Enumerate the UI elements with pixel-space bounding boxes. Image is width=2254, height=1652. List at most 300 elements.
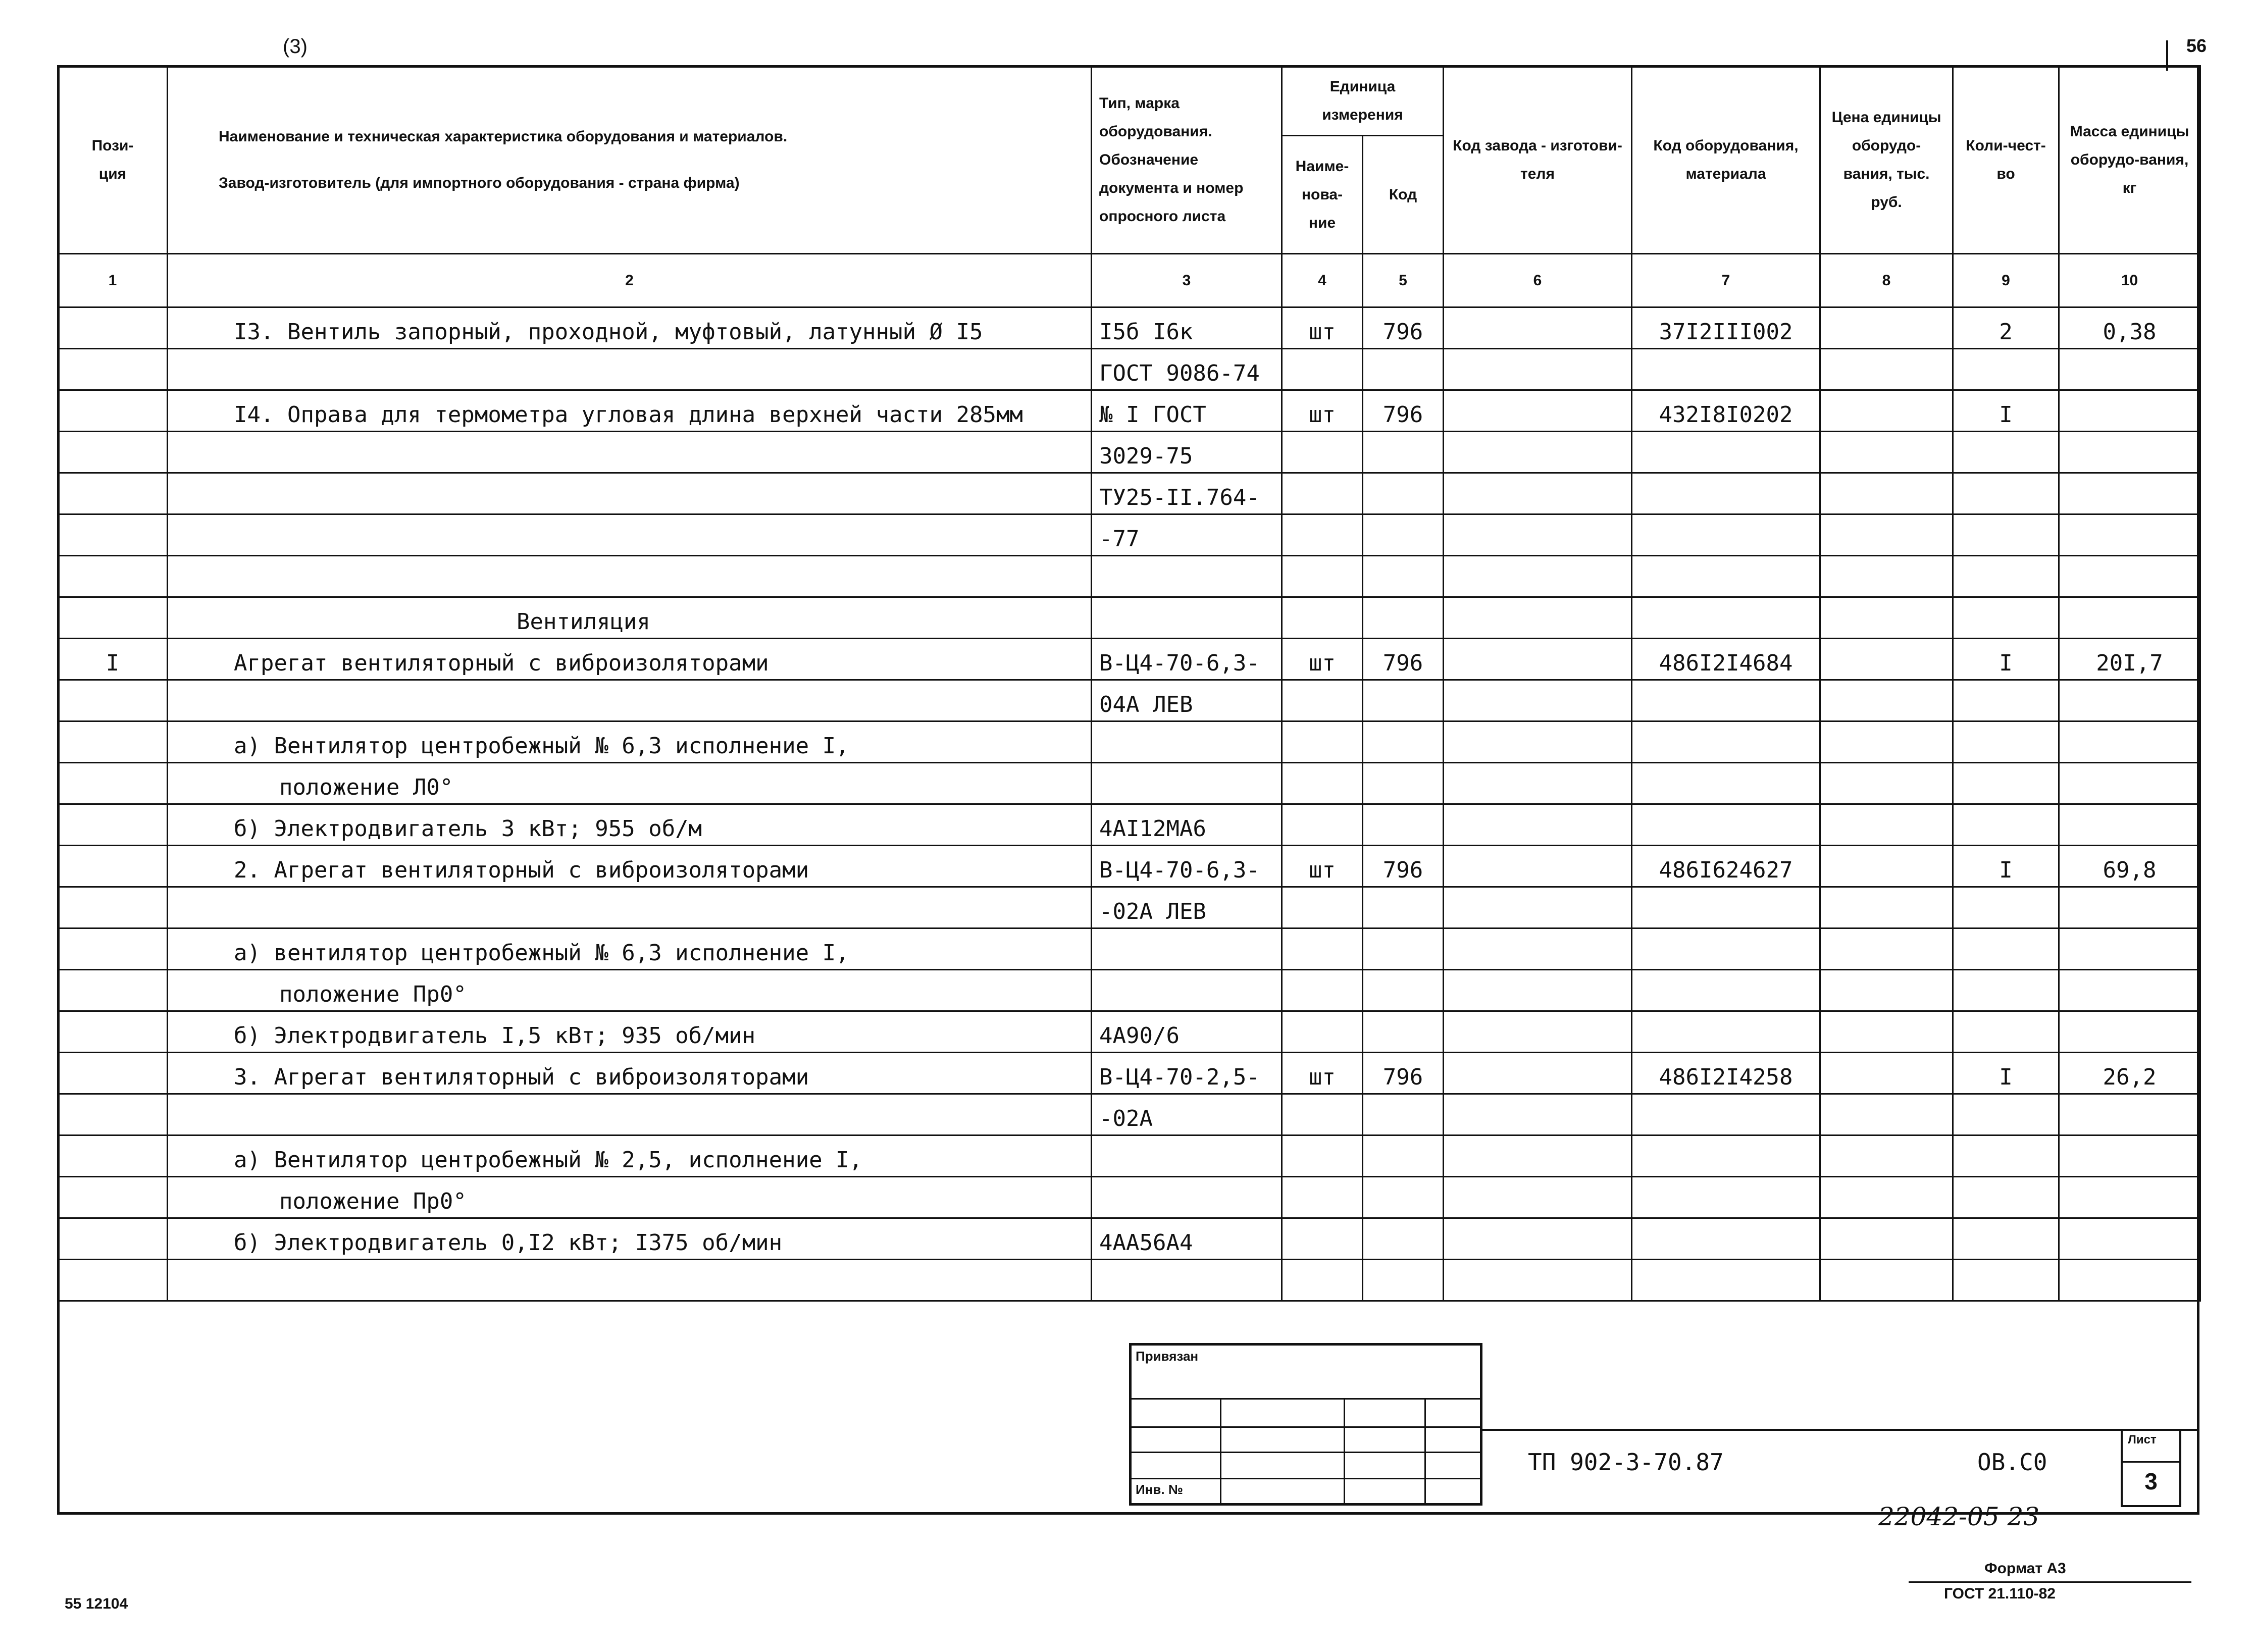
row-unit-name — [1282, 597, 1363, 639]
table-row — [58, 1053, 2200, 1094]
row-quantity — [1953, 1260, 2059, 1301]
row-mass — [2059, 721, 2200, 763]
row-unit-code — [1363, 763, 1444, 804]
row-unit-code — [1363, 1218, 1444, 1260]
col-number-8: 8 — [1820, 254, 1953, 307]
row-equipment-code — [1632, 970, 1820, 1011]
row-unit-name — [1282, 1094, 1363, 1135]
table-row — [58, 721, 2200, 763]
format-label: Формат А3 — [1984, 1560, 2066, 1577]
row-quantity — [1953, 1218, 2059, 1260]
row-quantity — [1953, 680, 2059, 721]
row-type: В-Ц4-70-2,5- — [1092, 1053, 1282, 1094]
col-number-3: 3 — [1092, 254, 1282, 307]
table-row — [58, 763, 2200, 804]
row-mass: 20I,7 — [2059, 639, 2200, 680]
col-number-6: 6 — [1444, 254, 1632, 307]
table-row — [58, 680, 2200, 721]
table-row — [58, 887, 2200, 928]
row-maker-code — [1444, 597, 1632, 639]
row-maker-code — [1444, 1135, 1632, 1177]
row-quantity — [1953, 1094, 2059, 1135]
row-type — [1092, 970, 1282, 1011]
col-header-unit-name: Наиме-нова-ние — [1282, 136, 1363, 254]
row-position — [58, 1260, 168, 1301]
row-mass: 0,38 — [2059, 307, 2200, 349]
row-mass — [2059, 1260, 2200, 1301]
row-name: а) Вентилятор центробежный № 6,3 исполнение I, — [168, 721, 1092, 763]
row-unit-name: шт — [1282, 307, 1363, 349]
row-maker-code — [1444, 1053, 1632, 1094]
row-equipment-code — [1632, 804, 1820, 846]
table-row — [58, 804, 2200, 846]
row-price — [1820, 1177, 1953, 1218]
row-maker-code — [1444, 349, 1632, 390]
row-type — [1092, 1177, 1282, 1218]
col-number-4: 4 — [1282, 254, 1363, 307]
table-row — [58, 970, 2200, 1011]
row-maker-code — [1444, 1260, 1632, 1301]
row-price — [1820, 639, 1953, 680]
table-row — [58, 556, 2200, 597]
row-name — [168, 349, 1092, 390]
table-row — [58, 928, 2200, 970]
row-name: б) Электродвигатель I,5 кВт; 935 об/мин — [168, 1011, 1092, 1053]
row-quantity: I — [1953, 639, 2059, 680]
row-equipment-code: 432I8I0202 — [1632, 390, 1820, 432]
row-type: -02А — [1092, 1094, 1282, 1135]
row-unit-code — [1363, 970, 1444, 1011]
row-unit-code — [1363, 1260, 1444, 1301]
row-quantity — [1953, 349, 2059, 390]
row-quantity: I — [1953, 846, 2059, 887]
row-unit-name — [1282, 1011, 1363, 1053]
row-type: -02А ЛЕВ — [1092, 887, 1282, 928]
row-maker-code — [1444, 1218, 1632, 1260]
row-quantity — [1953, 928, 2059, 970]
row-price — [1820, 1011, 1953, 1053]
row-name — [168, 887, 1092, 928]
table-row — [58, 1260, 2200, 1301]
table-row — [58, 639, 2200, 680]
col-header-unit-group: Единица измерения — [1282, 66, 1444, 136]
handwritten-number: 22042-05 23 — [1878, 1502, 2040, 1531]
row-mass — [2059, 349, 2200, 390]
row-unit-code — [1363, 1177, 1444, 1218]
row-type: ГОСТ 9086-74 — [1092, 349, 1282, 390]
table-row — [58, 1094, 2200, 1135]
col-header-position: Пози- ция — [58, 66, 168, 254]
row-position — [58, 887, 168, 928]
row-quantity: I — [1953, 1053, 2059, 1094]
row-mass — [2059, 1177, 2200, 1218]
row-price — [1820, 1053, 1953, 1094]
row-unit-code — [1363, 804, 1444, 846]
row-name: I3. Вентиль запорный, проходной, муфтовый, латунный Ø I5 — [168, 307, 1092, 349]
sheet-number: 3 — [2123, 1461, 2179, 1495]
row-unit-name — [1282, 514, 1363, 556]
row-mass — [2059, 390, 2200, 432]
row-name: б) Электродвигатель 3 кВт; 955 об/м — [168, 804, 1092, 846]
row-position — [58, 1177, 168, 1218]
row-unit-name — [1282, 1177, 1363, 1218]
row-price — [1820, 887, 1953, 928]
row-type: 4АI12МА6 — [1092, 804, 1282, 846]
row-maker-code — [1444, 721, 1632, 763]
top-right-mark: 56 — [2186, 35, 2207, 56]
row-unit-code: 796 — [1363, 390, 1444, 432]
row-unit-name — [1282, 1260, 1363, 1301]
row-price — [1820, 970, 1953, 1011]
row-maker-code — [1444, 307, 1632, 349]
row-position — [58, 514, 168, 556]
row-mass — [2059, 432, 2200, 473]
row-equipment-code — [1632, 514, 1820, 556]
row-unit-code: 796 — [1363, 639, 1444, 680]
row-equipment-code: 486I2I4258 — [1632, 1053, 1820, 1094]
row-quantity — [1953, 970, 2059, 1011]
row-unit-code — [1363, 1011, 1444, 1053]
row-quantity — [1953, 721, 2059, 763]
row-equipment-code — [1632, 763, 1820, 804]
row-unit-code — [1363, 887, 1444, 928]
row-unit-name: шт — [1282, 639, 1363, 680]
row-position — [58, 721, 168, 763]
row-maker-code — [1444, 390, 1632, 432]
row-unit-name — [1282, 432, 1363, 473]
row-name: Вентиляция — [168, 597, 1092, 639]
row-mass — [2059, 928, 2200, 970]
row-unit-code — [1363, 514, 1444, 556]
row-price — [1820, 432, 1953, 473]
row-maker-code — [1444, 556, 1632, 597]
row-maker-code — [1444, 763, 1632, 804]
row-quantity — [1953, 432, 2059, 473]
row-type: 3029-75 — [1092, 432, 1282, 473]
row-maker-code — [1444, 1011, 1632, 1053]
row-maker-code — [1444, 970, 1632, 1011]
row-maker-code — [1444, 639, 1632, 680]
row-quantity — [1953, 763, 2059, 804]
row-position — [58, 597, 168, 639]
table-row — [58, 390, 2200, 432]
row-price — [1820, 928, 1953, 970]
row-unit-code — [1363, 349, 1444, 390]
sheet-number-box — [2121, 1429, 2181, 1507]
doc-number: ТП 902-3-70.87 — [1528, 1449, 1724, 1476]
table-row — [58, 307, 2200, 349]
row-position — [58, 970, 168, 1011]
row-equipment-code — [1632, 1094, 1820, 1135]
row-mass — [2059, 1218, 2200, 1260]
row-name — [168, 432, 1092, 473]
row-mass — [2059, 680, 2200, 721]
table-row — [58, 846, 2200, 887]
binding-stamp — [1129, 1343, 1482, 1506]
row-position — [58, 307, 168, 349]
row-position — [58, 1053, 168, 1094]
table-row — [58, 432, 2200, 473]
row-name: положение Л0° — [168, 763, 1092, 804]
row-quantity — [1953, 514, 2059, 556]
col-header-type: Тип, марка оборудования. Обозначение документа и номер опросного листа — [1092, 66, 1282, 254]
row-position — [58, 804, 168, 846]
col-header-equipment-code: Код оборудования, материала — [1632, 66, 1820, 254]
row-quantity — [1953, 804, 2059, 846]
row-unit-name: шт — [1282, 1053, 1363, 1094]
row-type: ТУ25-II.764- — [1092, 473, 1282, 514]
row-mass — [2059, 1011, 2200, 1053]
row-mass — [2059, 763, 2200, 804]
row-unit-code — [1363, 1135, 1444, 1177]
row-type: 4А90/6 — [1092, 1011, 1282, 1053]
table-row — [58, 1218, 2200, 1260]
row-unit-name — [1282, 680, 1363, 721]
row-equipment-code — [1632, 928, 1820, 970]
row-type — [1092, 1260, 1282, 1301]
row-quantity — [1953, 1135, 2059, 1177]
row-unit-name — [1282, 1135, 1363, 1177]
row-mass — [2059, 1135, 2200, 1177]
col-number-7: 7 — [1632, 254, 1820, 307]
row-unit-code — [1363, 721, 1444, 763]
row-quantity: I — [1953, 390, 2059, 432]
table-row — [58, 1011, 2200, 1053]
row-unit-code: 796 — [1363, 307, 1444, 349]
row-type — [1092, 763, 1282, 804]
row-unit-name — [1282, 928, 1363, 970]
row-name — [168, 1260, 1092, 1301]
row-price — [1820, 846, 1953, 887]
col-header-price: Цена единицы оборудо-вания, тыс. руб. — [1820, 66, 1953, 254]
col-number-1: 1 — [58, 254, 168, 307]
row-name: Агрегат вентиляторный с виброизоляторами — [168, 639, 1092, 680]
col-header-name-line1: Наименование и техническая характеристика оборудования и материалов. — [219, 128, 788, 145]
row-unit-code — [1363, 928, 1444, 970]
specification-table — [57, 65, 2201, 1302]
bound-label: Привязан — [1136, 1349, 1199, 1364]
row-equipment-code — [1632, 1218, 1820, 1260]
row-quantity — [1953, 597, 2059, 639]
row-type: № I ГОСТ — [1092, 390, 1282, 432]
row-type — [1092, 721, 1282, 763]
row-mass — [2059, 473, 2200, 514]
row-mass — [2059, 1094, 2200, 1135]
col-header-name-line2: Завод-изготовитель (для импортного оборудования - страна фирма) — [219, 174, 740, 191]
row-unit-name — [1282, 1218, 1363, 1260]
table-row — [58, 473, 2200, 514]
row-name — [168, 556, 1092, 597]
row-type — [1092, 1135, 1282, 1177]
col-number-9: 9 — [1953, 254, 2059, 307]
row-type — [1092, 556, 1282, 597]
row-mass — [2059, 514, 2200, 556]
row-price — [1820, 349, 1953, 390]
row-mass: 26,2 — [2059, 1053, 2200, 1094]
row-unit-code: 796 — [1363, 846, 1444, 887]
row-unit-name — [1282, 349, 1363, 390]
table-row — [58, 349, 2200, 390]
row-mass: 69,8 — [2059, 846, 2200, 887]
row-equipment-code — [1632, 473, 1820, 514]
row-price — [1820, 721, 1953, 763]
col-header-mass: Масса единицы оборудо-вания, кг — [2059, 66, 2200, 254]
row-price — [1820, 514, 1953, 556]
row-maker-code — [1444, 1094, 1632, 1135]
row-quantity — [1953, 473, 2059, 514]
section-code: ОВ.С0 — [1977, 1449, 2047, 1476]
row-position — [58, 473, 168, 514]
row-unit-name — [1282, 473, 1363, 514]
row-mass — [2059, 597, 2200, 639]
row-equipment-code — [1632, 1260, 1820, 1301]
row-position — [58, 390, 168, 432]
row-price — [1820, 597, 1953, 639]
row-equipment-code — [1632, 680, 1820, 721]
row-equipment-code: 486I2I4684 — [1632, 639, 1820, 680]
row-type: В-Ц4-70-6,3- — [1092, 639, 1282, 680]
row-type: В-Ц4-70-6,3- — [1092, 846, 1282, 887]
row-type — [1092, 928, 1282, 970]
row-name: положение Пр0° — [168, 1177, 1092, 1218]
row-maker-code — [1444, 473, 1632, 514]
row-equipment-code — [1632, 887, 1820, 928]
row-position — [58, 1011, 168, 1053]
row-price — [1820, 1094, 1953, 1135]
row-unit-code — [1363, 432, 1444, 473]
row-equipment-code — [1632, 1177, 1820, 1218]
row-name: а) Вентилятор центробежный № 2,5, исполнение I, — [168, 1135, 1092, 1177]
row-position — [58, 1094, 168, 1135]
row-price — [1820, 307, 1953, 349]
row-position — [58, 846, 168, 887]
row-unit-code — [1363, 1094, 1444, 1135]
row-name: б) Электродвигатель 0,I2 кВт; I375 об/мин — [168, 1218, 1092, 1260]
row-equipment-code — [1632, 1011, 1820, 1053]
row-unit-name — [1282, 721, 1363, 763]
row-equipment-code: 486I624627 — [1632, 846, 1820, 887]
inventory-label: Инв. № — [1136, 1482, 1183, 1497]
col-header-quantity: Коли-чест-во — [1953, 66, 2059, 254]
row-price — [1820, 804, 1953, 846]
row-mass — [2059, 970, 2200, 1011]
row-name: 3. Агрегат вентиляторный с виброизоляторами — [168, 1053, 1092, 1094]
row-unit-code — [1363, 473, 1444, 514]
row-maker-code — [1444, 432, 1632, 473]
row-name — [168, 514, 1092, 556]
row-quantity — [1953, 887, 2059, 928]
row-unit-name: шт — [1282, 390, 1363, 432]
row-unit-code: 796 — [1363, 1053, 1444, 1094]
col-header-name — [168, 66, 1092, 254]
row-unit-name — [1282, 763, 1363, 804]
row-maker-code — [1444, 514, 1632, 556]
row-quantity — [1953, 556, 2059, 597]
row-position: I — [58, 639, 168, 680]
row-equipment-code — [1632, 556, 1820, 597]
row-price — [1820, 1135, 1953, 1177]
row-unit-name — [1282, 804, 1363, 846]
row-quantity — [1953, 1177, 2059, 1218]
row-quantity — [1953, 1011, 2059, 1053]
row-position — [58, 928, 168, 970]
row-name: 2. Агрегат вентиляторный с виброизоляторами — [168, 846, 1092, 887]
col-header-unit-code: Код — [1363, 136, 1444, 254]
table-row — [58, 514, 2200, 556]
row-unit-name: шт — [1282, 846, 1363, 887]
row-mass — [2059, 887, 2200, 928]
document-stamp — [1482, 1429, 2199, 1515]
row-position — [58, 432, 168, 473]
gost-label: ГОСТ 21.110-82 — [1944, 1585, 2056, 1602]
col-number-5: 5 — [1363, 254, 1444, 307]
row-price — [1820, 556, 1953, 597]
sheet-label: Лист — [2128, 1433, 2157, 1447]
row-name — [168, 1094, 1092, 1135]
row-type — [1092, 597, 1282, 639]
row-mass — [2059, 556, 2200, 597]
row-maker-code — [1444, 887, 1632, 928]
row-price — [1820, 1218, 1953, 1260]
row-maker-code — [1444, 928, 1632, 970]
col-number-10: 10 — [2059, 254, 2200, 307]
row-maker-code — [1444, 846, 1632, 887]
row-name: положение Пр0° — [168, 970, 1092, 1011]
row-position — [58, 556, 168, 597]
row-unit-name — [1282, 970, 1363, 1011]
row-maker-code — [1444, 680, 1632, 721]
row-price — [1820, 390, 1953, 432]
row-equipment-code — [1632, 721, 1820, 763]
row-price — [1820, 473, 1953, 514]
row-name — [168, 473, 1092, 514]
row-unit-code — [1363, 597, 1444, 639]
row-type: 04А ЛЕВ — [1092, 680, 1282, 721]
col-number-2: 2 — [168, 254, 1092, 307]
row-maker-code — [1444, 804, 1632, 846]
table-row — [58, 1135, 2200, 1177]
top-left-mark: (3) — [283, 35, 308, 58]
row-equipment-code — [1632, 432, 1820, 473]
row-equipment-code — [1632, 597, 1820, 639]
row-name: I4. Оправа для термометра угловая длина верхней части 285мм — [168, 390, 1092, 432]
row-position — [58, 1218, 168, 1260]
row-type: 4АА56А4 — [1092, 1218, 1282, 1260]
row-maker-code — [1444, 1177, 1632, 1218]
row-name: а) вентилятор центробежный № 6,3 исполнение I, — [168, 928, 1092, 970]
row-name — [168, 680, 1092, 721]
row-price — [1820, 763, 1953, 804]
table-row — [58, 1177, 2200, 1218]
row-equipment-code — [1632, 1135, 1820, 1177]
row-position — [58, 680, 168, 721]
col-header-maker-code: Код завода - изготови-теля — [1444, 66, 1632, 254]
row-equipment-code — [1632, 349, 1820, 390]
row-unit-name — [1282, 887, 1363, 928]
print-code: 55 12104 — [65, 1595, 128, 1612]
row-position — [58, 763, 168, 804]
format-underline — [1909, 1581, 2191, 1583]
table-row — [58, 597, 2200, 639]
row-price — [1820, 680, 1953, 721]
row-unit-code — [1363, 556, 1444, 597]
row-position — [58, 349, 168, 390]
row-mass — [2059, 804, 2200, 846]
row-unit-code — [1363, 680, 1444, 721]
row-type: -77 — [1092, 514, 1282, 556]
row-quantity: 2 — [1953, 307, 2059, 349]
row-type: I5б I6к — [1092, 307, 1282, 349]
